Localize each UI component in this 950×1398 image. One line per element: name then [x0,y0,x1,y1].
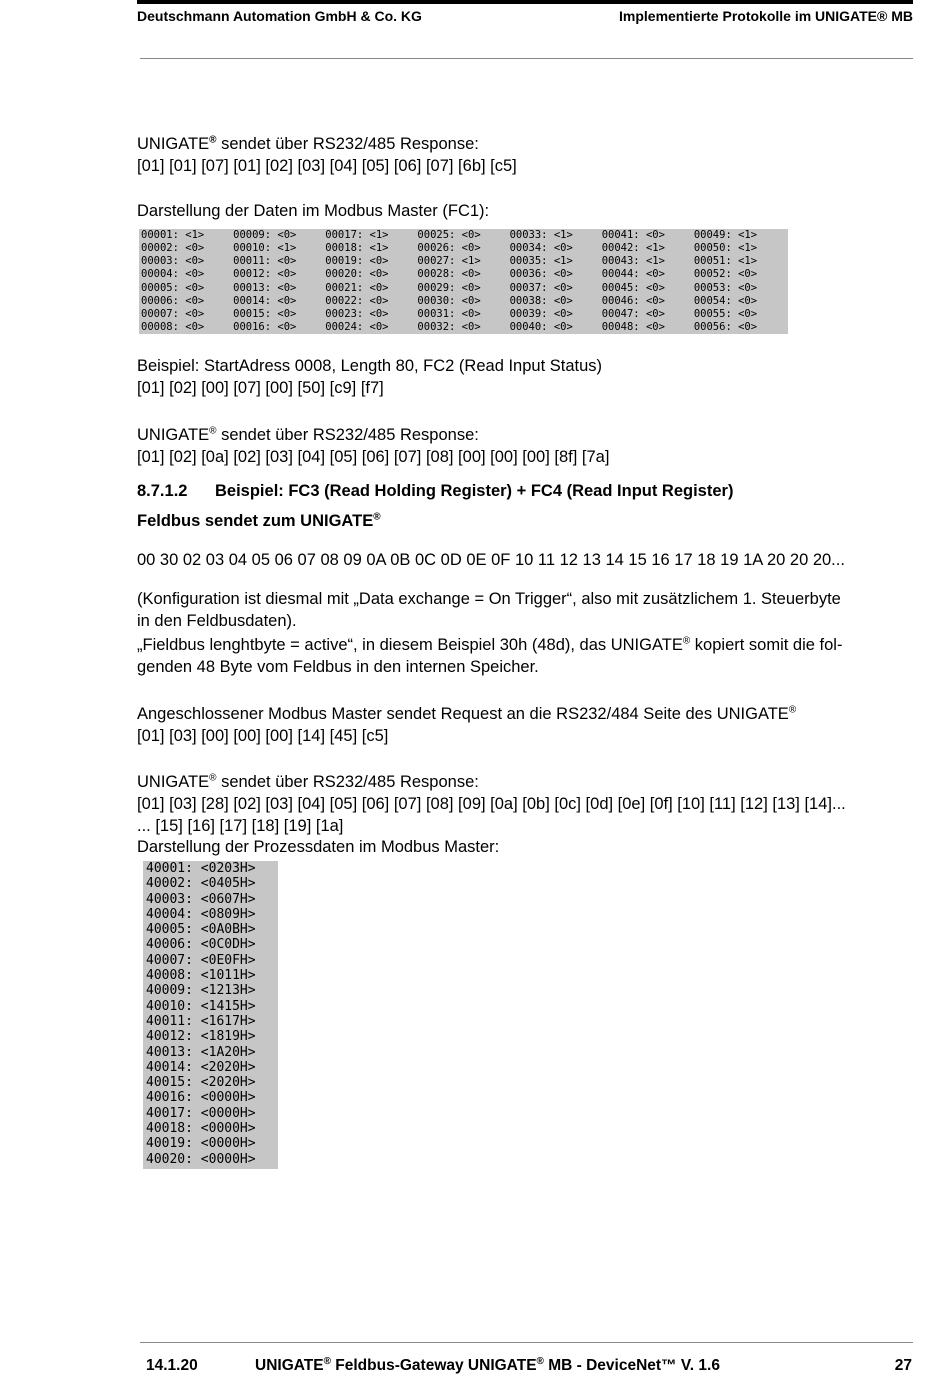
coil-entry: 00010: <1> [233,242,297,255]
register-entry: 40017: <0000H> [146,1105,256,1121]
register-entry: 40013: <1A20H> [146,1044,256,1060]
coil-entry: 00017: <1> [325,229,389,241]
footer-page-number: 27 [894,1357,912,1374]
register-entry: 40019: <0000H> [146,1136,256,1152]
response-3-bytes-2: ... [15] [16] [17] [18] [19] [1a] [137,817,344,835]
coil-entry: 00039: <0> [509,307,573,320]
coil-entry: 00052: <0> [693,268,758,281]
header-chapter: Implementierte Protokolle im UNIGATE® MB [619,8,913,24]
fc2-example: Beispiel: StartAdress 0008, Length 80, FC2 (Read Input Status) [137,357,603,375]
response-3-line-1: UNIGATE® sendet über RS232/485 Response: [137,772,479,791]
coil-entry: 00031: <0> [417,307,481,320]
fc1-caption: Darstellung der Daten im Modbus Master (FC1): [137,202,490,220]
fieldbus-hex-data: 00 30 02 03 04 05 06 07 08 09 0A 0B 0C 0D 0E 0F 10 11 12 13 14 15 16 17 18 19 1A 20 20 20... [137,551,845,569]
coil-entry: 00034: <0> [509,242,573,255]
coil-entry: 00015: <0> [233,307,297,320]
coil-entry: 00004: <0> [141,268,205,281]
coil-entry: 00001: <1> [141,229,205,241]
coil-entry: 00013: <0> [233,281,297,294]
coil-entry: 00025: <0> [417,229,481,241]
coil-entry: 00044: <0> [601,268,665,281]
coil-entry: 00045: <0> [601,281,665,294]
coil-entry: 00006: <0> [141,294,205,307]
coil-entry: 00002: <0> [141,242,205,255]
register-entry: 40001: <0203H> [146,861,256,876]
top-bar [137,0,913,4]
coil-entry: 00047: <0> [601,307,665,320]
coil-entry: 00030: <0> [417,294,481,307]
lengthbyte-note-line-1: „Fieldbus lenghtbyte = active“, in diesem Beispiel 30h (48d), das UNIGATE® kopiert somit die fol- [137,635,843,654]
coil-entry: 00050: <1> [693,242,758,255]
coil-entry: 00020: <0> [325,268,389,281]
response-2-bytes: [01] [02] [0a] [02] [03] [04] [05] [06] [07] [08] [00] [00] [00] [8f] [7a] [137,448,610,466]
coil-entry: 00022: <0> [325,294,389,307]
coil-entry: 00040: <0> [509,320,573,333]
register-entry: 40020: <0000H> [146,1151,256,1167]
register-entry: 40007: <0E0FH> [146,952,256,968]
register-entry: 40003: <0607H> [146,891,256,907]
coil-entry: 00053: <0> [693,281,758,294]
coil-entry: 00054: <0> [693,294,758,307]
coil-entry: 00041: <0> [601,229,665,241]
register-entry: 40016: <0000H> [146,1090,256,1106]
header-company: Deutschmann Automation GmbH & Co. KG [137,8,422,24]
footer-rule [140,1342,913,1343]
register-entry: 40014: <2020H> [146,1059,256,1075]
register-entry: 40011: <1617H> [146,1013,256,1029]
coil-entry: 00046: <0> [601,294,665,307]
header-rule [140,58,913,59]
process-data-caption: Darstellung der Prozessdaten im Modbus Master: [137,838,500,856]
response-1-bytes: [01] [01] [07] [01] [02] [03] [04] [05] [06] [07] [6b] [c5] [137,157,517,175]
coil-entry: 00024: <0> [325,320,389,333]
section-heading: 8.7.1.2 Beispiel: FC3 (Read Holding Register) + FC4 (Read Input Register) [137,482,734,500]
coil-entry: 00042: <1> [601,242,665,255]
coil-entry: 00019: <0> [325,255,389,268]
coil-entry: 00018: <1> [325,242,389,255]
coil-entry: 00021: <0> [325,281,389,294]
register-entry: 40004: <0809H> [146,906,256,922]
config-note-line-1: (Konfiguration ist diesmal mit „Data exchange = On Trigger“, also mit zusätzlichem 1. Steuerbyte [137,590,841,608]
register-entry: 40010: <1415H> [146,998,256,1014]
register-entry: 40006: <0C0DH> [146,937,256,953]
coil-entry: 00011: <0> [233,255,297,268]
coil-entry: 00055: <0> [693,307,758,320]
response-3-bytes-1: [01] [03] [28] [02] [03] [04] [05] [06] [07] [08] [09] [0a] [0b] [0c] [0d] [0e] [0f] [10] [11] [12] [13] [14]... [137,795,846,813]
coil-entry: 00028: <0> [417,268,481,281]
coil-entry: 00016: <0> [233,320,297,333]
register-entry: 40018: <0000H> [146,1121,256,1137]
coil-entry: 00027: <1> [417,255,481,268]
request-line-1: Angeschlossener Modbus Master sendet Request an die RS232/484 Seite des UNIGATE® [137,704,797,723]
coil-entry: 00009: <0> [233,229,297,241]
coil-entry: 00003: <0> [141,255,205,268]
footer-title: UNIGATE® Feldbus-Gateway UNIGATE® MB - DeviceNet™ V. 1.6 [255,1355,720,1374]
coil-entry: 00038: <0> [509,294,573,307]
coil-entry: 00012: <0> [233,268,297,281]
coil-entry: 00026: <0> [417,242,481,255]
response-1-line-1: UNIGATE® sendet über RS232/485 Response: [137,134,479,153]
coil-entry: 00037: <0> [509,281,573,294]
register-entry: 40005: <0A0BH> [146,922,256,938]
coil-entry: 00032: <0> [417,320,481,333]
config-note-line-2: in den Feldbusdaten). [137,612,297,630]
holding-register-table [143,861,278,1169]
coil-entry: 00049: <1> [693,229,758,241]
lengthbyte-note-line-2: genden 48 Byte vom Feldbus in den internen Speicher. [137,658,539,676]
coil-entry: 00035: <1> [509,255,573,268]
register-entry: 40008: <1011H> [146,968,256,984]
register-entry: 40009: <1213H> [146,983,256,999]
register-entry: 40002: <0405H> [146,876,256,892]
coil-entry: 00051: <1> [693,255,758,268]
coil-entry: 00043: <1> [601,255,665,268]
section-subheading: Feldbus sendet zum UNIGATE® [137,511,381,530]
coil-entry: 00029: <0> [417,281,481,294]
response-2-line-1: UNIGATE® sendet über RS232/485 Response: [137,425,479,444]
coil-entry: 00005: <0> [141,281,205,294]
coil-entry: 00056: <0> [693,320,758,333]
coil-entry: 00033: <1> [509,229,573,241]
coil-entry: 00023: <0> [325,307,389,320]
request-bytes: [01] [03] [00] [00] [00] [14] [45] [c5] [137,727,389,745]
register-entry: 40012: <1819H> [146,1029,256,1045]
coil-entry: 00036: <0> [509,268,573,281]
coil-entry: 00048: <0> [601,320,665,333]
coil-entry: 00014: <0> [233,294,297,307]
fc2-request-bytes: [01] [02] [00] [07] [00] [50] [c9] [f7] [137,379,384,397]
fc1-coil-table [139,229,788,334]
register-entry: 40015: <2020H> [146,1075,256,1091]
footer-date: 14.1.20 [146,1357,198,1374]
coil-entry: 00008: <0> [141,320,205,333]
coil-entry: 00007: <0> [141,307,205,320]
